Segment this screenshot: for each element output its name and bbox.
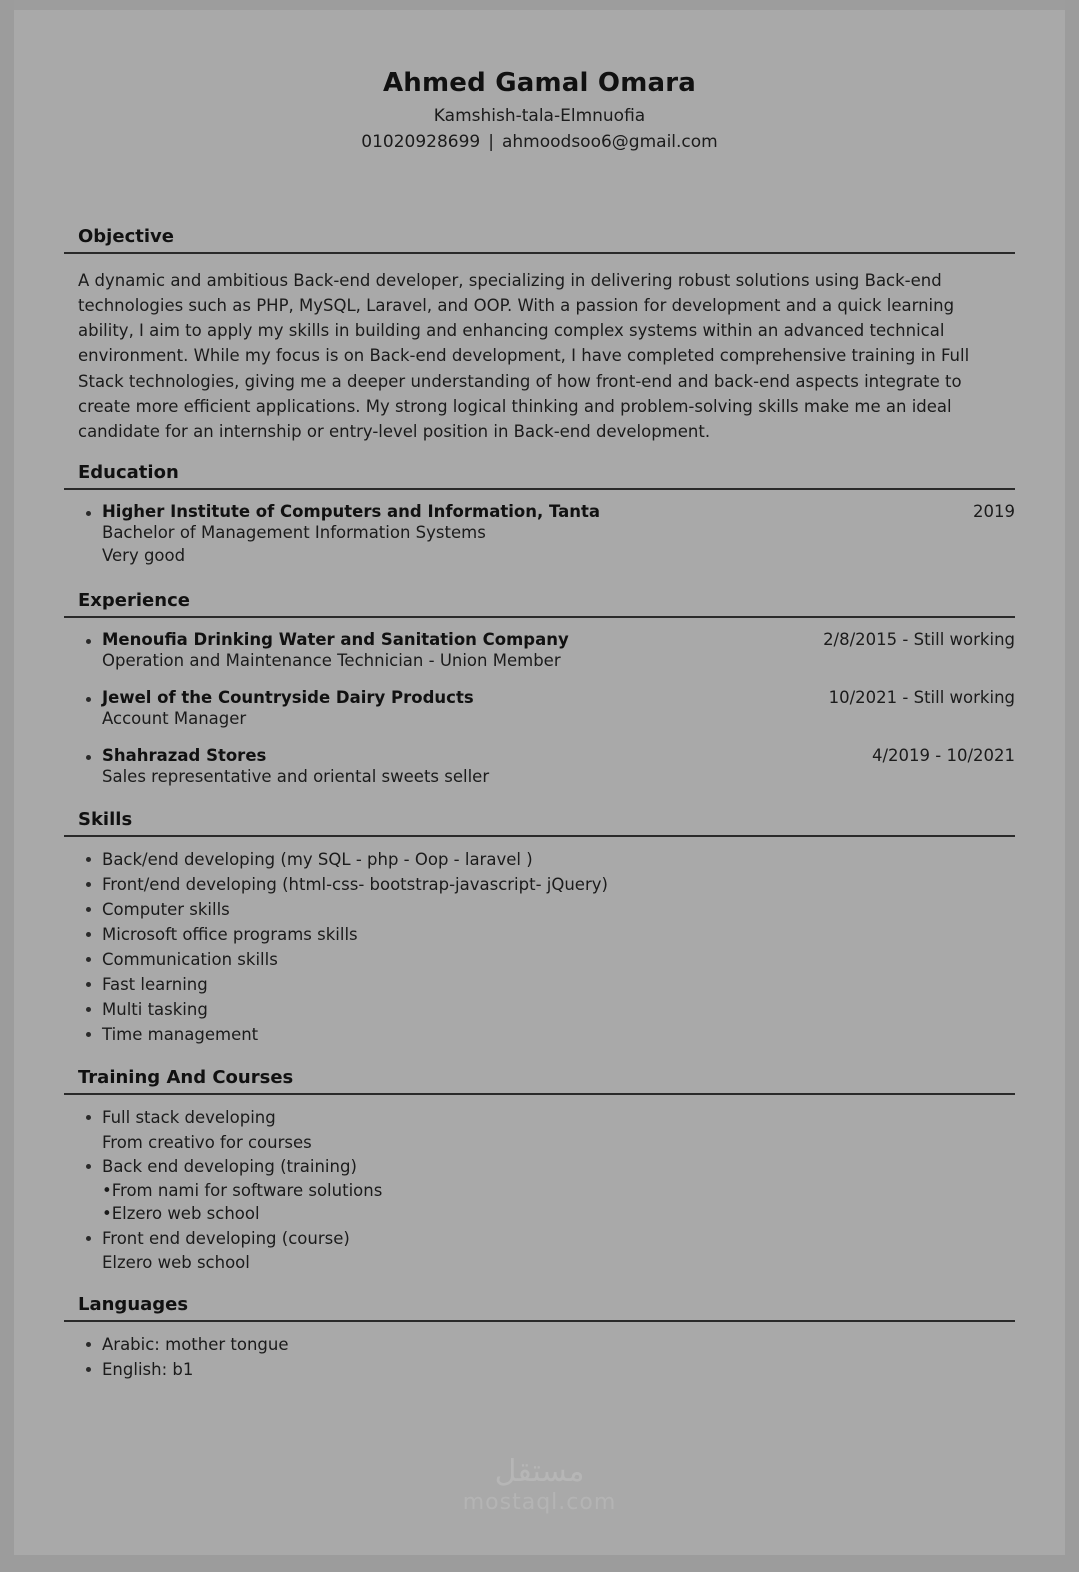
- list-item: [64, 973, 1015, 997]
- bullet-icon: [86, 907, 91, 912]
- skills-list: [64, 837, 1015, 1048]
- list-item: [64, 998, 1015, 1022]
- bullet-icon: [86, 1115, 91, 1120]
- list-item: [64, 948, 1015, 972]
- section-education: [64, 462, 1015, 568]
- education-entry-header: [102, 502, 1015, 521]
- bottom-margin-strip: [0, 1555, 1079, 1572]
- watermark-latin: mostaql.com: [462, 1490, 617, 1515]
- language-text: English: b1: [102, 1360, 194, 1380]
- bullet-icon: [86, 932, 91, 937]
- section-skills: [64, 809, 1015, 1048]
- resume-header: [64, 0, 1015, 152]
- skill-text: Fast learning: [102, 975, 208, 995]
- bullet-icon: [86, 697, 91, 702]
- skill-text: Communication skills: [102, 950, 278, 970]
- list-item: [64, 1358, 1015, 1382]
- education-list: [64, 490, 1015, 568]
- list-item: [64, 746, 1015, 788]
- experience-list: [64, 618, 1015, 789]
- watermark-arabic: مستقل: [494, 1454, 585, 1489]
- skill-text: Front/end developing (html-css- bootstrap-javascript- jQuery): [102, 874, 608, 894]
- skill-text: Multi tasking: [102, 1000, 208, 1020]
- bullet-icon: [86, 755, 91, 760]
- candidate-address: Kamshish-tala-Elmnuofia: [433, 106, 646, 127]
- section-title-skills: Skills: [78, 808, 133, 830]
- experience-role: Sales representative and oriental sweets seller: [102, 767, 490, 787]
- top-margin-strip: [14, 0, 1065, 10]
- resume-page: [14, 0, 1065, 1555]
- list-item: [64, 848, 1015, 872]
- skill-text: Microsoft office programs skills: [102, 925, 358, 945]
- experience-company: Jewel of the Countryside Dairy Products: [102, 688, 474, 707]
- candidate-phone: 01020928699: [361, 132, 481, 153]
- bullet-icon: [86, 511, 91, 516]
- section-objective: [64, 226, 1015, 444]
- watermark: [14, 1455, 1065, 1515]
- list-item: [64, 923, 1015, 947]
- section-title-training: Training And Courses: [78, 1067, 294, 1089]
- list-item: [64, 873, 1015, 897]
- contact-separator: |: [488, 132, 494, 153]
- education-degree: Bachelor of Management Information Systems: [102, 522, 486, 542]
- list-item: [64, 1155, 1015, 1226]
- section-title-experience: Experience: [78, 589, 190, 611]
- section-title-objective: Objective: [78, 226, 174, 248]
- section-title-languages: Languages: [78, 1294, 189, 1316]
- languages-list: [64, 1322, 1015, 1382]
- education-institution: Higher Institute of Computers and Information, Tanta: [102, 501, 601, 521]
- candidate-contact: [64, 132, 1015, 152]
- experience-company: Shahrazad Stores: [102, 746, 267, 766]
- training-list: [64, 1095, 1015, 1274]
- training-title: Front end developing (course): [102, 1228, 350, 1248]
- bullet-icon: [86, 1342, 91, 1347]
- language-text: Arabic: mother tongue: [102, 1335, 289, 1355]
- section-experience: [64, 590, 1015, 789]
- objective-text: A dynamic and ambitious Back-end developer, specializing in delivering robust solutions using Back-end technologies such as PHP, MySQL, Laravel, and OOP. With a passion for development and a quick learning ability, I aim to apply my skills in building and enhancing complex systems within an advanced technical environment. While my focus is on Back-end development, I have completed comprehensive training in Full Stack technologies, giving me a deeper understanding of how front-end and back-end aspects integrate to create more efficient applications. My strong logical thinking and problem-solving skills make me an ideal candidate for an internship or entry-level position in Back-end development.: [78, 271, 970, 441]
- education-date: 2019: [973, 501, 1015, 521]
- list-item: [64, 630, 1015, 672]
- experience-entry-header: [102, 746, 1015, 765]
- training-title: Back end developing (training): [102, 1156, 357, 1176]
- list-item: [64, 1227, 1015, 1275]
- bullet-icon: [86, 1032, 91, 1037]
- list-item: [64, 688, 1015, 730]
- candidate-name: Ahmed Gamal Omara: [382, 68, 696, 98]
- section-title-education: Education: [78, 461, 179, 483]
- list-item: [64, 1106, 1015, 1154]
- experience-entry-header: [102, 688, 1015, 707]
- training-provider: •From nami for software solutions: [102, 1181, 383, 1201]
- list-item: [64, 898, 1015, 922]
- list-item: [64, 502, 1015, 568]
- section-languages: [64, 1294, 1015, 1382]
- left-margin-strip: [0, 0, 14, 1572]
- skill-text: Back/end developing (my SQL - php - Oop - laravel ): [102, 849, 533, 869]
- experience-role: Operation and Maintenance Technician - Union Member: [102, 650, 561, 670]
- experience-date: 4/2019 - 10/2021: [871, 746, 1015, 766]
- training-provider: Elzero web school: [102, 1252, 250, 1272]
- list-item: [64, 1333, 1015, 1357]
- experience-company: Menoufia Drinking Water and Sanitation Company: [102, 629, 569, 649]
- bullet-icon: [86, 1007, 91, 1012]
- experience-date: 2/8/2015 - Still working: [823, 629, 1015, 649]
- list-item: [64, 1023, 1015, 1047]
- candidate-email: ahmoodsoo6@gmail.com: [501, 132, 718, 153]
- experience-entry-header: [102, 630, 1015, 649]
- bullet-icon: [86, 957, 91, 962]
- bullet-icon: [86, 882, 91, 887]
- training-title: Full stack developing: [102, 1108, 276, 1128]
- experience-role: Account Manager: [102, 709, 247, 728]
- bullet-icon: [86, 1367, 91, 1372]
- right-margin-strip: [1065, 0, 1079, 1572]
- section-training: [64, 1067, 1015, 1274]
- bullet-icon: [86, 639, 91, 644]
- experience-date: 10/2021 - Still working: [828, 688, 1015, 707]
- education-grade: Very good: [102, 546, 186, 566]
- training-provider: From creativo for courses: [102, 1132, 312, 1152]
- bullet-icon: [86, 1164, 91, 1169]
- bullet-icon: [86, 1236, 91, 1241]
- bullet-icon: [86, 982, 91, 987]
- training-provider: •Elzero web school: [102, 1204, 260, 1224]
- skill-text: Computer skills: [102, 900, 230, 919]
- skill-text: Time management: [102, 1025, 259, 1045]
- bullet-icon: [86, 857, 91, 862]
